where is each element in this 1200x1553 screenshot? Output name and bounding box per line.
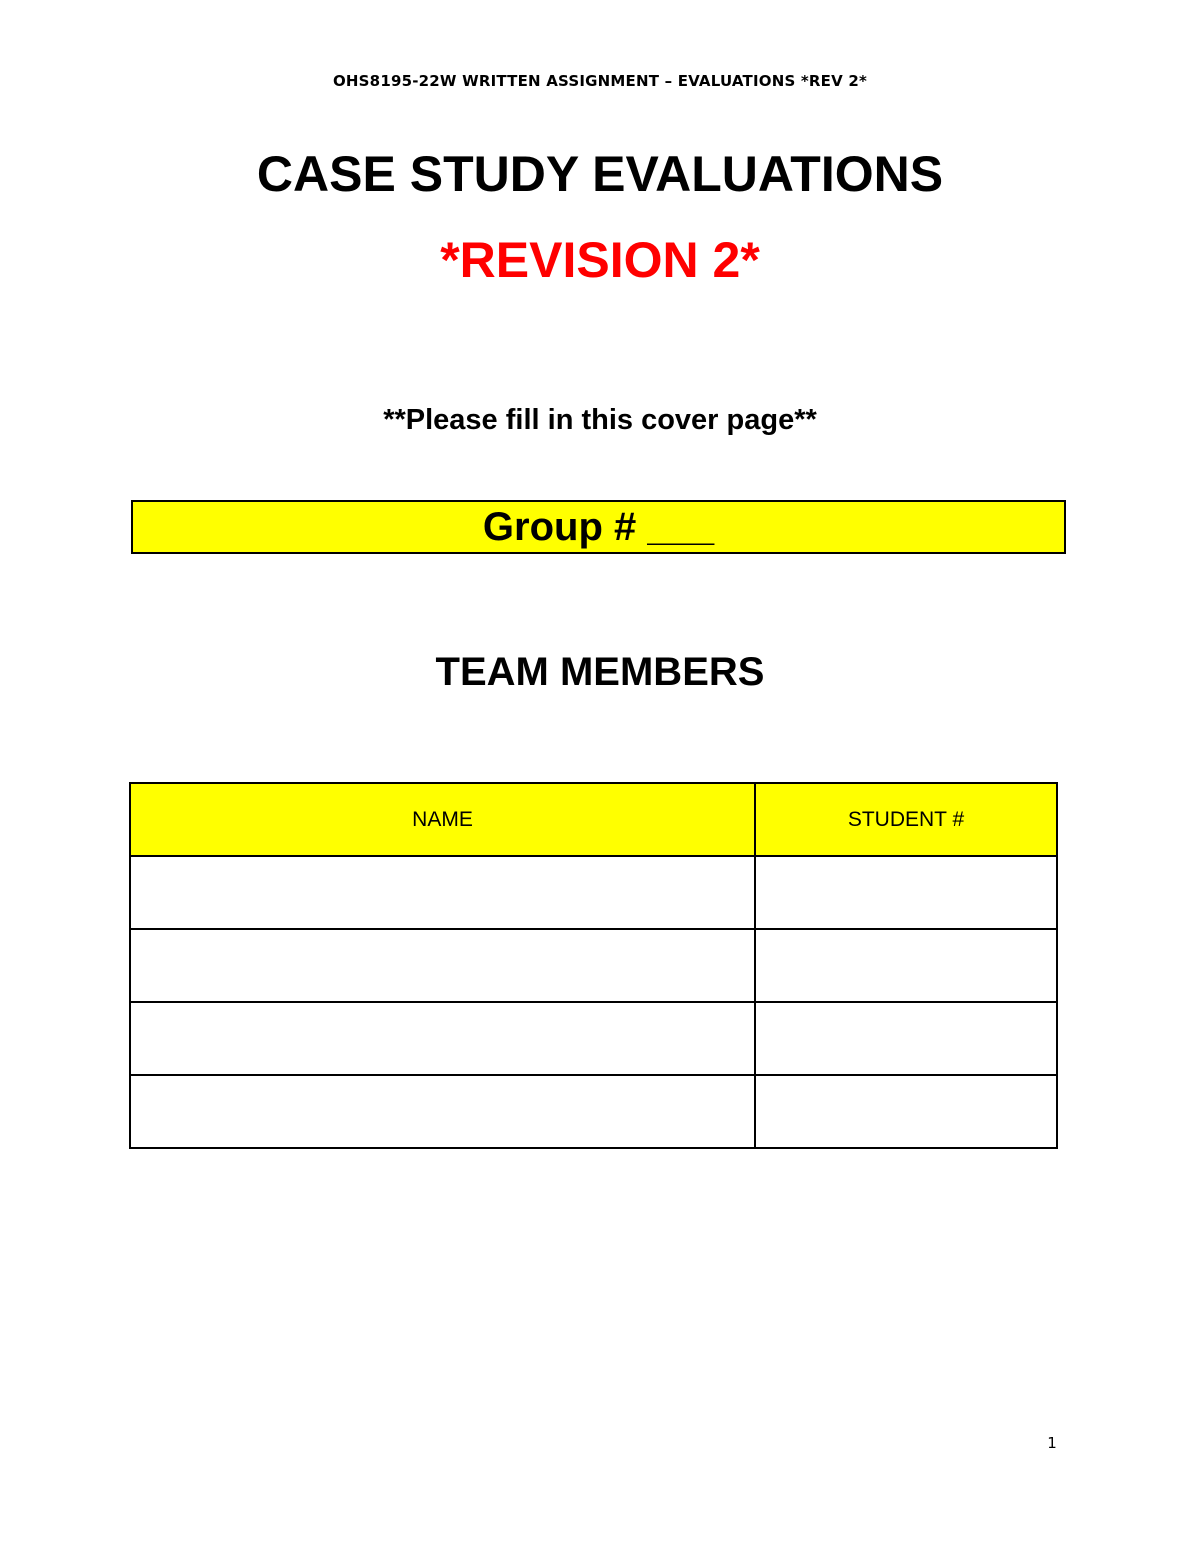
page-title: CASE STUDY EVALUATIONS <box>256 146 944 202</box>
name-cell[interactable] <box>130 929 755 1002</box>
student-number-cell[interactable] <box>755 1002 1057 1075</box>
table-row <box>130 1002 1057 1075</box>
table-row <box>130 856 1057 929</box>
group-number-label: Group # ___ <box>482 504 715 549</box>
name-cell[interactable] <box>130 856 755 929</box>
team-members-table <box>129 782 1058 1149</box>
group-number-field[interactable] <box>131 500 1066 554</box>
column-header-student-number: STUDENT # <box>755 783 1057 856</box>
name-cell[interactable] <box>130 1075 755 1148</box>
revision-label: *REVISION 2* <box>440 232 760 288</box>
cover-instruction: **Please fill in this cover page** <box>383 404 817 436</box>
name-cell[interactable] <box>130 1002 755 1075</box>
table-header-row <box>130 783 1057 856</box>
student-number-cell[interactable] <box>755 1075 1057 1148</box>
running-header: OHS8195-22W WRITTEN ASSIGNMENT – EVALUATIONS *REV 2* <box>332 72 868 90</box>
student-number-cell[interactable] <box>755 929 1057 1002</box>
table-row <box>130 1075 1057 1148</box>
column-header-name: NAME <box>130 783 755 856</box>
table-row <box>130 929 1057 1002</box>
student-number-cell[interactable] <box>755 856 1057 929</box>
page-number: 1 <box>1047 1434 1057 1452</box>
team-members-heading: TEAM MEMBERS <box>435 650 765 694</box>
